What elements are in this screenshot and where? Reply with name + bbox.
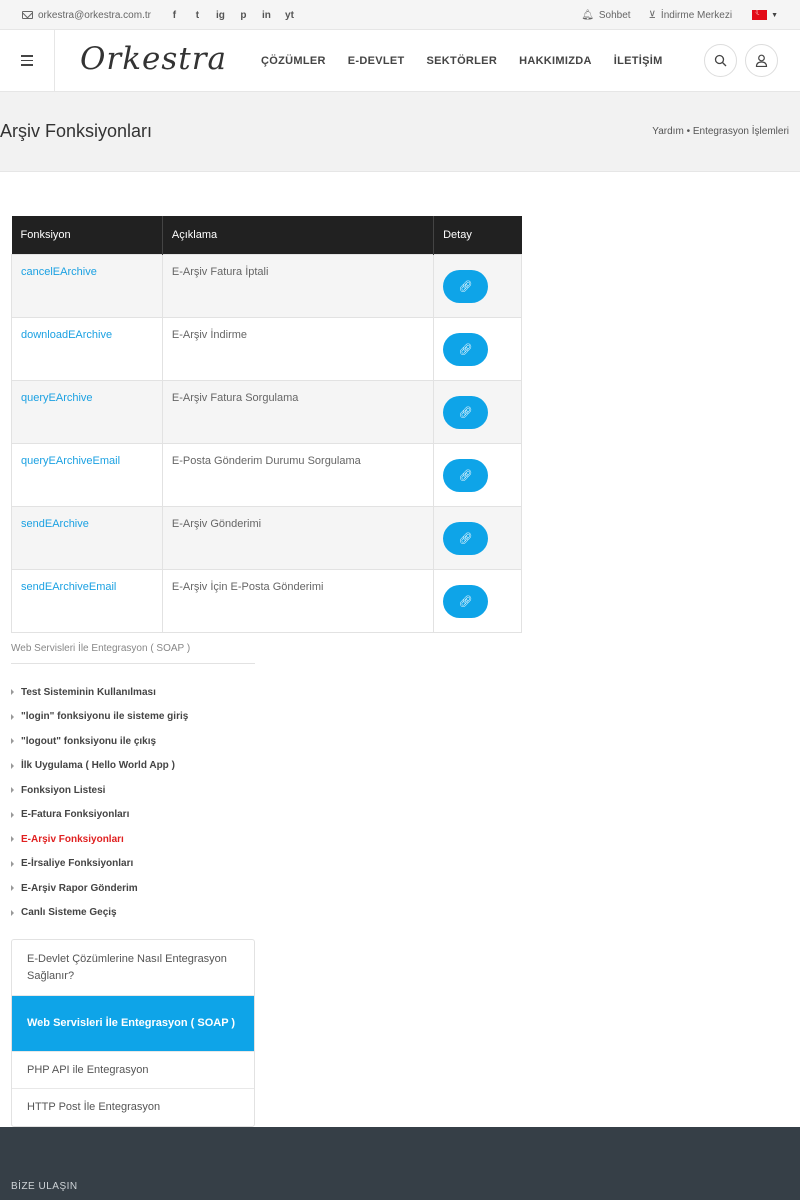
search-button[interactable] — [704, 44, 737, 77]
function-description: E-Arşiv Gönderimi — [162, 506, 433, 569]
doc-nav-label: E-İrsaliye Fonksiyonları — [21, 858, 134, 870]
doc-nav-item[interactable] — [11, 729, 255, 754]
chat-label: Sohbet — [598, 9, 631, 21]
table-row — [12, 443, 522, 506]
caret-right-icon — [11, 812, 14, 818]
doc-nav-label: "logout" fonksiyonu ile çıkış — [21, 735, 157, 747]
turkish-flag-icon[interactable] — [752, 10, 767, 20]
link-icon: 🔗︎ — [458, 280, 473, 293]
social-links — [163, 10, 301, 21]
detail-link-button[interactable] — [443, 522, 488, 555]
caret-right-icon — [11, 689, 14, 695]
doc-nav-label: E-Arşiv Fonksiyonları — [21, 833, 124, 845]
user-account-button[interactable] — [745, 44, 778, 77]
detail-link-button[interactable] — [443, 270, 488, 303]
caret-right-icon — [11, 836, 14, 842]
menu-icon[interactable] — [0, 30, 55, 91]
doc-nav-label: E-Fatura Fonksiyonları — [21, 809, 130, 821]
menu-item-php-api[interactable]: PHP API ile Entegrasyon — [12, 1052, 254, 1089]
caret-right-icon — [11, 714, 14, 720]
table-row — [12, 569, 522, 632]
link-icon: 🔗︎ — [458, 469, 473, 482]
contact-email-link[interactable]: orkestra@orkestra.com.tr — [38, 9, 151, 21]
detail-link-button[interactable] — [443, 396, 488, 429]
youtube-icon[interactable]: yt — [285, 9, 294, 21]
doc-nav-list — [11, 680, 255, 925]
detail-cell — [434, 443, 522, 506]
table-row — [12, 254, 522, 317]
pinterest-icon[interactable]: p — [240, 9, 247, 21]
doc-nav-label: İlk Uygulama ( Hello World App ) — [21, 760, 175, 772]
caret-right-icon — [11, 910, 14, 916]
table-header-row — [12, 216, 522, 254]
doc-nav-item[interactable] — [11, 901, 255, 926]
table-row — [12, 317, 522, 380]
function-description: E-Arşiv Fatura Sorgulama — [162, 380, 433, 443]
integration-menu — [11, 939, 255, 1127]
column-header-description: Açıklama — [162, 216, 433, 254]
detail-link-button[interactable] — [443, 585, 488, 618]
function-name-link[interactable]: cancelEArchive — [12, 254, 163, 317]
doc-nav-item[interactable] — [11, 876, 255, 901]
doc-nav-item[interactable] — [11, 754, 255, 779]
top-bar-left — [22, 0, 301, 30]
search-icon — [714, 54, 727, 67]
bell-icon: 🔔︎ — [581, 9, 594, 21]
link-icon: 🔗︎ — [458, 343, 473, 356]
detail-cell — [434, 569, 522, 632]
caret-right-icon — [11, 885, 14, 891]
doc-nav-item[interactable] — [11, 852, 255, 877]
menu-item-e-government[interactable]: E-Devlet Çözümlerine Nasıl Entegrasyon Sağlanır? — [12, 940, 254, 996]
user-icon — [755, 54, 768, 67]
detail-cell — [434, 254, 522, 317]
caret-right-icon — [11, 861, 14, 867]
doc-nav-item[interactable] — [11, 705, 255, 730]
table-row — [12, 380, 522, 443]
caret-right-icon — [11, 738, 14, 744]
link-icon: 🔗︎ — [458, 595, 473, 608]
nav-item-sectors[interactable]: SEKTÖRLER — [426, 54, 498, 67]
top-bar — [0, 0, 800, 30]
function-name-link[interactable]: queryEArchiveEmail — [12, 443, 163, 506]
doc-nav-label: E-Arşiv Rapor Gönderim — [21, 882, 138, 894]
facebook-icon[interactable]: f — [172, 9, 177, 21]
doc-nav-item[interactable] — [11, 778, 255, 803]
download-icon: ⊻ — [648, 9, 656, 21]
doc-nav-item-active[interactable] — [11, 827, 255, 852]
main-header — [0, 30, 800, 92]
table-row — [12, 506, 522, 569]
column-header-function: Fonksiyon — [12, 216, 163, 254]
caret-right-icon — [11, 763, 14, 769]
doc-nav-item[interactable] — [11, 680, 255, 705]
chevron-down-icon[interactable]: ▼ — [771, 11, 778, 19]
function-description: E-Arşiv Fatura İptali — [162, 254, 433, 317]
detail-link-button[interactable] — [443, 459, 488, 492]
detail-cell — [434, 317, 522, 380]
download-center-label: İndirme Merkezi — [660, 9, 733, 21]
menu-item-http-post[interactable]: HTTP Post İle Entegrasyon — [27, 1101, 161, 1113]
chat-link[interactable] — [581, 10, 630, 21]
link-icon: 🔗︎ — [458, 406, 473, 419]
doc-nav-item[interactable] — [11, 803, 255, 828]
nav-item-solutions[interactable]: ÇÖZÜMLER — [261, 54, 326, 67]
doc-nav-label: Test Sisteminin Kullanılması — [21, 686, 156, 698]
column-header-detail: Detay — [434, 216, 522, 254]
top-bar-right — [563, 0, 778, 30]
function-name-link[interactable]: downloadEArchive — [12, 317, 163, 380]
envelope-icon — [22, 11, 33, 19]
function-description: E-Arşiv İndirme — [162, 317, 433, 380]
function-description: E-Posta Gönderim Durumu Sorgulama — [162, 443, 433, 506]
detail-cell — [434, 380, 522, 443]
caret-right-icon — [11, 787, 14, 793]
page-title-band — [0, 92, 800, 172]
link-icon: 🔗︎ — [458, 532, 473, 545]
function-description: E-Arşiv İçin E-Posta Gönderimi — [162, 569, 433, 632]
nav-item-about[interactable]: HAKKIMIZDA — [519, 54, 592, 67]
function-name-link[interactable]: sendEArchive — [12, 506, 163, 569]
doc-nav-label: "login" fonksiyonu ile sisteme giriş — [21, 711, 189, 723]
detail-link-button[interactable] — [443, 333, 488, 366]
doc-nav-label: Canlı Sisteme Geçiş — [21, 907, 117, 919]
linkedin-icon[interactable]: in — [262, 9, 271, 21]
site-logo[interactable]: Orkestra — [80, 41, 228, 77]
breadcrumb[interactable]: Yardım • Entegrasyon İşlemleri — [652, 126, 789, 137]
detail-cell — [434, 506, 522, 569]
function-name-link[interactable]: sendEArchiveEmail — [12, 569, 163, 632]
footer-title: BİZE ULAŞIN — [11, 1181, 78, 1192]
nav-item-contact[interactable]: İLETİŞİM — [613, 54, 663, 67]
section-title: Web Servisleri İle Entegrasyon ( SOAP ) — [11, 643, 255, 664]
menu-item-soap-active[interactable]: Web Servisleri İle Entegrasyon ( SOAP ) — [12, 996, 254, 1052]
nav-item-e-government[interactable]: E-DEVLET — [347, 54, 405, 67]
doc-nav-label: Fonksiyon Listesi — [21, 784, 106, 796]
function-table — [11, 216, 522, 633]
function-name-link[interactable]: queryEArchive — [12, 380, 163, 443]
download-center-link[interactable] — [649, 10, 732, 21]
twitter-icon[interactable]: t — [195, 9, 200, 21]
footer — [0, 1127, 800, 1200]
page-title: Arşiv Fonksiyonları — [0, 121, 153, 141]
main-nav — [250, 30, 674, 91]
instagram-icon[interactable]: ig — [216, 9, 225, 21]
